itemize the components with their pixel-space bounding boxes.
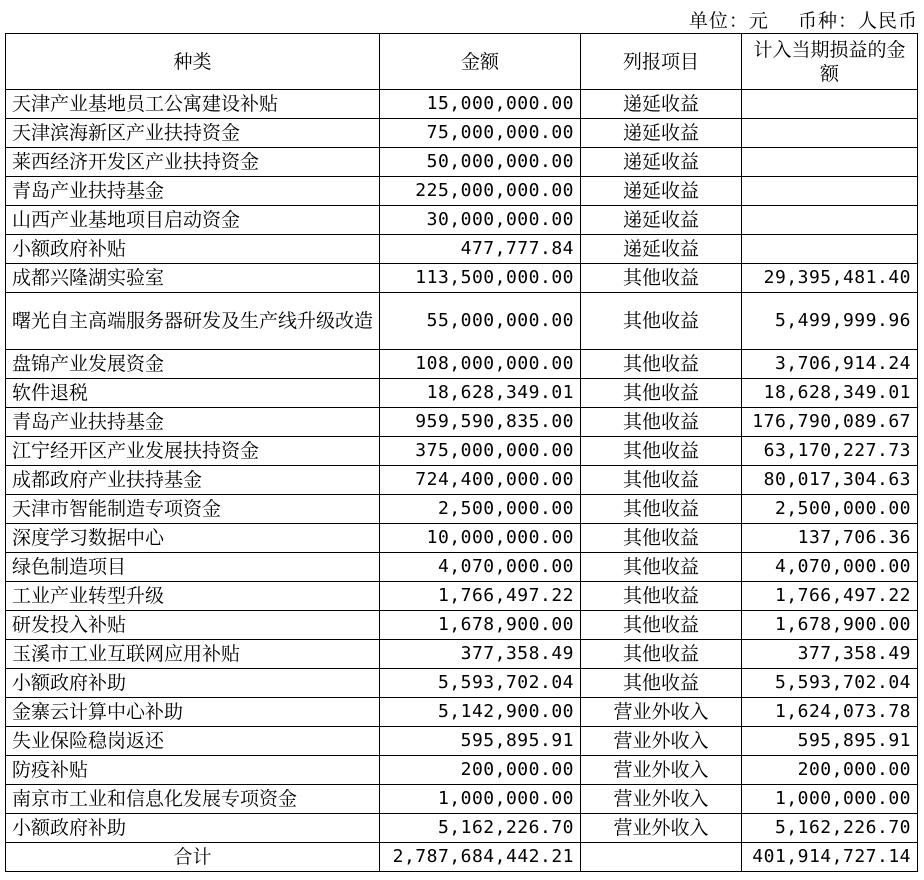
row-name: 研发投入补贴 xyxy=(6,611,380,640)
row-pl-amount: 200,000.00 xyxy=(742,756,918,785)
row-pl-amount: 137,706.36 xyxy=(742,524,918,553)
row-name: 小额政府补助 xyxy=(6,669,380,698)
row-amount: 5,162,226.70 xyxy=(380,814,581,843)
row-amount: 4,070,000.00 xyxy=(380,553,581,582)
row-category: 其他收益 xyxy=(581,350,742,379)
table-row xyxy=(6,698,918,727)
total-category xyxy=(581,843,742,872)
row-category: 营业外收入 xyxy=(581,698,742,727)
table-row xyxy=(6,640,918,669)
unit-line xyxy=(687,6,918,33)
row-name: 南京市工业和信息化发展专项资金 xyxy=(6,785,380,814)
header-type: 种类 xyxy=(6,34,380,90)
row-name: 金寨云计算中心补助 xyxy=(6,698,380,727)
row-category: 递延收益 xyxy=(581,206,742,235)
row-category: 递延收益 xyxy=(581,235,742,264)
row-pl-amount: 3,706,914.24 xyxy=(742,350,918,379)
row-pl-amount: 595,895.91 xyxy=(742,727,918,756)
row-amount: 2,500,000.00 xyxy=(380,495,581,524)
row-name: 天津产业基地员工公寓建设补贴 xyxy=(6,90,380,119)
row-category: 营业外收入 xyxy=(581,756,742,785)
row-category: 其他收益 xyxy=(581,524,742,553)
row-pl-amount: 5,162,226.70 xyxy=(742,814,918,843)
row-amount: 1,000,000.00 xyxy=(380,785,581,814)
row-category: 其他收益 xyxy=(581,408,742,437)
table-row xyxy=(6,437,918,466)
header-amount: 金额 xyxy=(380,34,581,90)
table-header-row xyxy=(6,34,918,90)
row-pl-amount: 1,624,073.78 xyxy=(742,698,918,727)
row-pl-amount xyxy=(742,119,918,148)
table-row xyxy=(6,669,918,698)
row-category: 其他收益 xyxy=(581,669,742,698)
row-amount: 30,000,000.00 xyxy=(380,206,581,235)
row-pl-amount: 4,070,000.00 xyxy=(742,553,918,582)
row-name: 玉溪市工业互联网应用补贴 xyxy=(6,640,380,669)
row-amount: 375,000,000.00 xyxy=(380,437,581,466)
unit-label: 单位：元 xyxy=(688,10,769,32)
row-name: 天津市智能制造专项资金 xyxy=(6,495,380,524)
row-category: 递延收益 xyxy=(581,177,742,206)
row-pl-amount: 1,000,000.00 xyxy=(742,785,918,814)
table-row xyxy=(6,235,918,264)
row-pl-amount xyxy=(742,235,918,264)
row-category: 递延收益 xyxy=(581,90,742,119)
row-name: 天津滨海新区产业扶持资金 xyxy=(6,119,380,148)
table-row xyxy=(6,495,918,524)
row-name: 小额政府补助 xyxy=(6,814,380,843)
table-row xyxy=(6,293,918,350)
row-name: 青岛产业扶持基金 xyxy=(6,177,380,206)
table-row xyxy=(6,264,918,293)
row-amount: 10,000,000.00 xyxy=(380,524,581,553)
row-pl-amount xyxy=(742,206,918,235)
row-amount: 1,766,497.22 xyxy=(380,582,581,611)
row-name: 防疫补贴 xyxy=(6,756,380,785)
row-pl-amount: 29,395,481.40 xyxy=(742,264,918,293)
row-amount: 15,000,000.00 xyxy=(380,90,581,119)
row-category: 其他收益 xyxy=(581,640,742,669)
row-category: 其他收益 xyxy=(581,611,742,640)
table-total-row xyxy=(6,843,918,872)
row-name: 青岛产业扶持基金 xyxy=(6,408,380,437)
government-grants-table xyxy=(5,33,918,872)
table-row xyxy=(6,814,918,843)
table-row xyxy=(6,466,918,495)
row-amount: 200,000.00 xyxy=(380,756,581,785)
row-amount: 225,000,000.00 xyxy=(380,177,581,206)
row-category: 营业外收入 xyxy=(581,814,742,843)
row-category: 递延收益 xyxy=(581,148,742,177)
row-pl-amount xyxy=(742,90,918,119)
table-row xyxy=(6,582,918,611)
table-row xyxy=(6,90,918,119)
table-row xyxy=(6,524,918,553)
row-pl-amount: 18,628,349.01 xyxy=(742,379,918,408)
row-category: 其他收益 xyxy=(581,582,742,611)
table-row xyxy=(6,408,918,437)
row-amount: 724,400,000.00 xyxy=(380,466,581,495)
row-amount: 75,000,000.00 xyxy=(380,119,581,148)
row-amount: 377,358.49 xyxy=(380,640,581,669)
table-row xyxy=(6,379,918,408)
header-category: 列报项目 xyxy=(581,34,742,90)
row-amount: 959,590,835.00 xyxy=(380,408,581,437)
row-category: 其他收益 xyxy=(581,264,742,293)
table-row xyxy=(6,206,918,235)
row-category: 递延收益 xyxy=(581,119,742,148)
row-category: 营业外收入 xyxy=(581,727,742,756)
row-name: 成都兴隆湖实验室 xyxy=(6,264,380,293)
row-name: 绿色制造项目 xyxy=(6,553,380,582)
table-row xyxy=(6,727,918,756)
table-row xyxy=(6,553,918,582)
row-name: 山西产业基地项目启动资金 xyxy=(6,206,380,235)
row-amount: 18,628,349.01 xyxy=(380,379,581,408)
total-amount: 2,787,684,442.21 xyxy=(380,843,581,872)
table-row xyxy=(6,177,918,206)
row-name: 盘锦产业发展资金 xyxy=(6,350,380,379)
row-amount: 477,777.84 xyxy=(380,235,581,264)
row-amount: 113,500,000.00 xyxy=(380,264,581,293)
row-amount: 595,895.91 xyxy=(380,727,581,756)
row-name: 成都政府产业扶持基金 xyxy=(6,466,380,495)
row-name: 深度学习数据中心 xyxy=(6,524,380,553)
row-pl-amount: 80,017,304.63 xyxy=(742,466,918,495)
row-category: 其他收益 xyxy=(581,466,742,495)
row-amount: 1,678,900.00 xyxy=(380,611,581,640)
row-pl-amount xyxy=(742,177,918,206)
row-name: 小额政府补贴 xyxy=(6,235,380,264)
row-pl-amount: 5,593,702.04 xyxy=(742,669,918,698)
row-category: 其他收益 xyxy=(581,293,742,350)
row-amount: 108,000,000.00 xyxy=(380,350,581,379)
row-pl-amount: 176,790,089.67 xyxy=(742,408,918,437)
row-pl-amount xyxy=(742,148,918,177)
row-pl-amount: 1,678,900.00 xyxy=(742,611,918,640)
row-pl-amount: 2,500,000.00 xyxy=(742,495,918,524)
row-category: 其他收益 xyxy=(581,495,742,524)
row-category: 营业外收入 xyxy=(581,785,742,814)
row-name: 江宁经开区产业发展扶持资金 xyxy=(6,437,380,466)
row-category: 其他收益 xyxy=(581,437,742,466)
row-pl-amount: 5,499,999.96 xyxy=(742,293,918,350)
row-category: 其他收益 xyxy=(581,553,742,582)
row-amount: 50,000,000.00 xyxy=(380,148,581,177)
row-name: 软件退税 xyxy=(6,379,380,408)
table-row xyxy=(6,350,918,379)
table-row xyxy=(6,148,918,177)
total-pl-amount: 401,914,727.14 xyxy=(742,843,918,872)
currency-label: 币种：人民币 xyxy=(797,10,918,32)
row-pl-amount: 377,358.49 xyxy=(742,640,918,669)
row-name: 曙光自主高端服务器研发及生产线升级改造 xyxy=(6,293,380,350)
row-pl-amount: 1,766,497.22 xyxy=(742,582,918,611)
header-pl-amount: 计入当期损益的金额 xyxy=(742,34,918,90)
row-amount: 5,142,900.00 xyxy=(380,698,581,727)
row-name: 失业保险稳岗返还 xyxy=(6,727,380,756)
row-category: 其他收益 xyxy=(581,379,742,408)
table-row xyxy=(6,756,918,785)
row-amount: 55,000,000.00 xyxy=(380,293,581,350)
table-row xyxy=(6,785,918,814)
row-amount: 5,593,702.04 xyxy=(380,669,581,698)
table-row xyxy=(6,611,918,640)
row-pl-amount: 63,170,227.73 xyxy=(742,437,918,466)
row-name: 莱西经济开发区产业扶持资金 xyxy=(6,148,380,177)
table-row xyxy=(6,119,918,148)
total-label: 合计 xyxy=(6,843,380,872)
row-name: 工业产业转型升级 xyxy=(6,582,380,611)
